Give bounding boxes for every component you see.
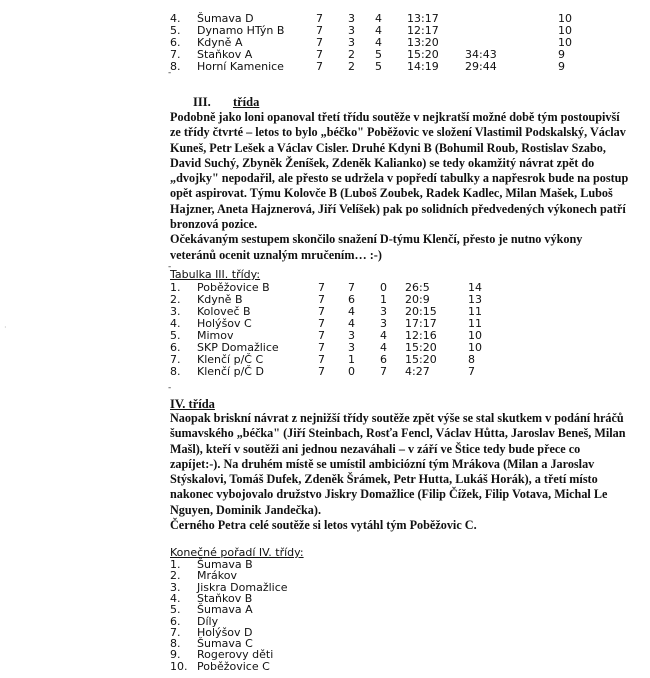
table-cell: 10	[468, 341, 482, 354]
table-cell: 3.	[170, 580, 181, 594]
table-cell: 4	[375, 12, 382, 25]
scan-speck: ·	[4, 323, 7, 332]
table-cell: 5.	[170, 603, 181, 617]
section4-text	[170, 411, 630, 533]
table-cell: 7	[468, 365, 475, 378]
table-cell: Staňkov A	[197, 48, 253, 61]
table-cell: 0	[348, 365, 355, 378]
table-cell: 10	[558, 12, 572, 25]
table-cell: 6.	[170, 36, 181, 49]
table-cell: Šumava A	[197, 603, 253, 617]
table-cell: 10	[558, 24, 572, 37]
table-cell: Holýšov D	[197, 625, 253, 639]
table-cell: Mrákov	[197, 569, 237, 583]
table-cell: 15:20	[405, 341, 437, 354]
table-cell: 0	[380, 281, 387, 294]
table-cell: Šumava D	[197, 12, 254, 25]
table-cell: 6.	[170, 341, 181, 354]
table-cell: 3	[348, 329, 355, 342]
table-cell: 7	[318, 293, 325, 306]
table-cell: Klenčí p/Č D	[197, 365, 264, 378]
table-cell: 7	[318, 317, 325, 330]
table-cell: 1.	[170, 281, 181, 294]
table-cell: Klenčí p/Č C	[197, 353, 264, 366]
section3-heading	[193, 95, 259, 110]
table-cell: Poběžovice C	[197, 659, 270, 673]
table-cell: 13:20	[407, 36, 439, 49]
table-cell: 6.	[170, 614, 181, 628]
table-cell: 7	[316, 24, 323, 37]
table-cell: 9	[558, 48, 565, 61]
table-cell: 2	[348, 48, 355, 61]
section4-list-title: Konečné pořadí IV. třídy:	[170, 546, 304, 559]
table-cell: 10.	[170, 659, 188, 673]
table-cell: Holýšov C	[197, 317, 252, 330]
table-cell: SKP Domažlice	[197, 341, 279, 354]
section3-heading-word: třída	[232, 95, 260, 109]
table-cell: 7	[318, 353, 325, 366]
table-cell: 13:17	[407, 12, 439, 25]
table-cell: Dynamo HTýn B	[197, 24, 285, 37]
table-cell: 14	[468, 281, 482, 294]
table-cell: 4.	[170, 12, 181, 25]
table-cell: 4	[380, 341, 387, 354]
table-cell: 1	[348, 353, 355, 366]
table-cell: 4:27	[405, 365, 430, 378]
table-cell: 9.	[170, 648, 181, 662]
table-cell: 7	[316, 60, 323, 73]
table-cell: 7.	[170, 48, 181, 61]
table-cell: 5.	[170, 329, 181, 342]
table-cell: 15:20	[405, 353, 437, 366]
table-cell: 7	[318, 341, 325, 354]
section3-text	[170, 110, 630, 263]
table-cell: 4.	[170, 591, 181, 605]
table-cell: Díly	[197, 614, 219, 628]
table-cell: Rogerovy děti	[197, 648, 274, 662]
table-cell: 7	[318, 365, 325, 378]
table-cell: 3	[348, 36, 355, 49]
table-cell: 4.	[170, 317, 181, 330]
table-cell: 4	[380, 329, 387, 342]
table-cell: 1.	[170, 558, 181, 571]
table-cell: 2.	[170, 293, 181, 306]
table-cell: 4	[348, 305, 355, 318]
table-cell: 14:19	[407, 60, 439, 73]
table-cell: Kdyně B	[197, 293, 243, 306]
table-cell: 11	[468, 317, 482, 330]
table-cell: 3	[380, 305, 387, 318]
section3-paragraph-1: Podobně jako loni opanoval třetí třídu soutěže v nejkratší možné době tým postoupivší ze třídy čtvrté – letos to bylo „béčko" Poběžovic ve složení Vlastimil Podskalský, Václav Kuneš, Petr Lešek a Václav Cisler. Druhé Kdyni B (Bohumil Roub, Rostislav Szabo, David Suchý, Zbyněk Ženíšek, Zdeněk Kalianko) se tedy okamžitý návrat zpět do „dvojky" nepodařil, ale přesto se udržela v popředí tabulky a napřesrok bude na postup opět aspirovat. Týmu Kolovče B (Luboš Zoubek, Radek Kadlec, Milan Mašek, Luboš Hajzner, Aneta Hajznerová, Jiří Velíšek) pak po solidních předvedených výkonech patří bronzová pozice.	[170, 110, 629, 232]
table-cell: 7.	[170, 353, 181, 366]
table-cell: 8.	[170, 365, 181, 378]
table-cell: 3	[348, 12, 355, 25]
table-cell: 15:20	[407, 48, 439, 61]
table-cell: 10	[558, 36, 572, 49]
table-cell: 7	[316, 48, 323, 61]
section4-heading: IV. třída	[170, 397, 215, 411]
table-cell: Mimov	[197, 329, 234, 342]
table-cell: 7	[316, 12, 323, 25]
divider: -	[168, 383, 172, 393]
section4-paragraph-2: Černého Petra celé soutěže si letos vytáhl tým Poběžovic C.	[170, 518, 477, 533]
table-cell: 7	[318, 305, 325, 318]
table-cell: 2.	[170, 569, 181, 583]
table-cell: 2	[348, 60, 355, 73]
table-cell: 29:44	[465, 60, 497, 73]
table-cell: 9	[558, 60, 565, 73]
table-cell: 13	[468, 293, 482, 306]
table-cell: Koloveč B	[197, 305, 251, 318]
table-cell: 6	[348, 293, 355, 306]
table-cell: 26:5	[405, 281, 430, 294]
table-cell: Šumava B	[197, 558, 253, 571]
table-cell: 34:43	[465, 48, 497, 61]
table-cell: 4	[375, 24, 382, 37]
table-cell: 20:15	[405, 305, 437, 318]
table-cell: 5	[375, 60, 382, 73]
table-cell: 4	[348, 317, 355, 330]
table-cell: 1	[380, 293, 387, 306]
table-cell: Staňkov B	[197, 591, 253, 605]
divider: -	[168, 262, 172, 272]
table-cell: 3.	[170, 305, 181, 318]
table-cell: 8.	[170, 60, 181, 73]
table-cell: 11	[468, 305, 482, 318]
divider: -	[168, 68, 172, 78]
table-cell: 7	[316, 36, 323, 49]
table-cell: 3	[380, 317, 387, 330]
table-cell: 7	[318, 281, 325, 294]
table-cell: 3	[348, 24, 355, 37]
table-cell: 4	[375, 36, 382, 49]
section3-heading-number: III.	[193, 95, 211, 109]
section3-table-title: Tabulka III. třídy:	[170, 268, 261, 281]
table-cell: Poběžovice B	[197, 281, 270, 294]
table-cell: 6	[380, 353, 387, 366]
table-cell: 7	[318, 329, 325, 342]
table-cell: Jiskra Domažlice	[197, 580, 288, 594]
table-cell: 5	[375, 48, 382, 61]
section4-paragraph-1: Naopak briskní návrat z nejnižší třídy soutěže zpět výše se stal skutkem v podání hráčů šumavského „béčka" (Jiří Steinbach, Rosťa Fencl, Václav Hůtta, Jaroslav Beneš, Milan Mašl), kteří v soutěži ani jednou nezaváhali – v září ve Štice tedy bude přece co zapíjet:-). Na druhém místě se umístil ambiciózní tým Mrákova (Milan a Jaroslav Stýskalovi, Tomáš Dufek, Zdeněk Šrámek, Petr Hutta, Lukáš Horák), a třetí místo nakonec vybojovalo družstvo Jiskry Domažlice (Filip Čížek, Filip Votava, Michal Le Nguyen, Dominik Jandečka).	[170, 411, 626, 517]
table-cell: 12:17	[407, 24, 439, 37]
table-cell: 7	[380, 365, 387, 378]
table-cell: 5.	[170, 24, 181, 37]
table-cell: Kdyně A	[197, 36, 243, 49]
table-cell: 3	[348, 341, 355, 354]
table-cell: 8	[468, 353, 475, 366]
table-cell: 8.	[170, 637, 181, 651]
table-cell: 10	[468, 329, 482, 342]
section3-paragraph-2: Očekávaným sestupem skončilo snažení D-týmu Klenčí, přesto je nutno výkony veteránů ocenit uznalým mručením… :-)	[170, 232, 583, 262]
table-cell: 7.	[170, 625, 181, 639]
table-cell: 20:9	[405, 293, 430, 306]
table-cell: 7	[348, 281, 355, 294]
table-cell: Šumava C	[197, 637, 253, 651]
table-cell: 12:16	[405, 329, 437, 342]
table-cell: 17:17	[405, 317, 437, 330]
table-cell: Horní Kamenice	[197, 60, 284, 73]
